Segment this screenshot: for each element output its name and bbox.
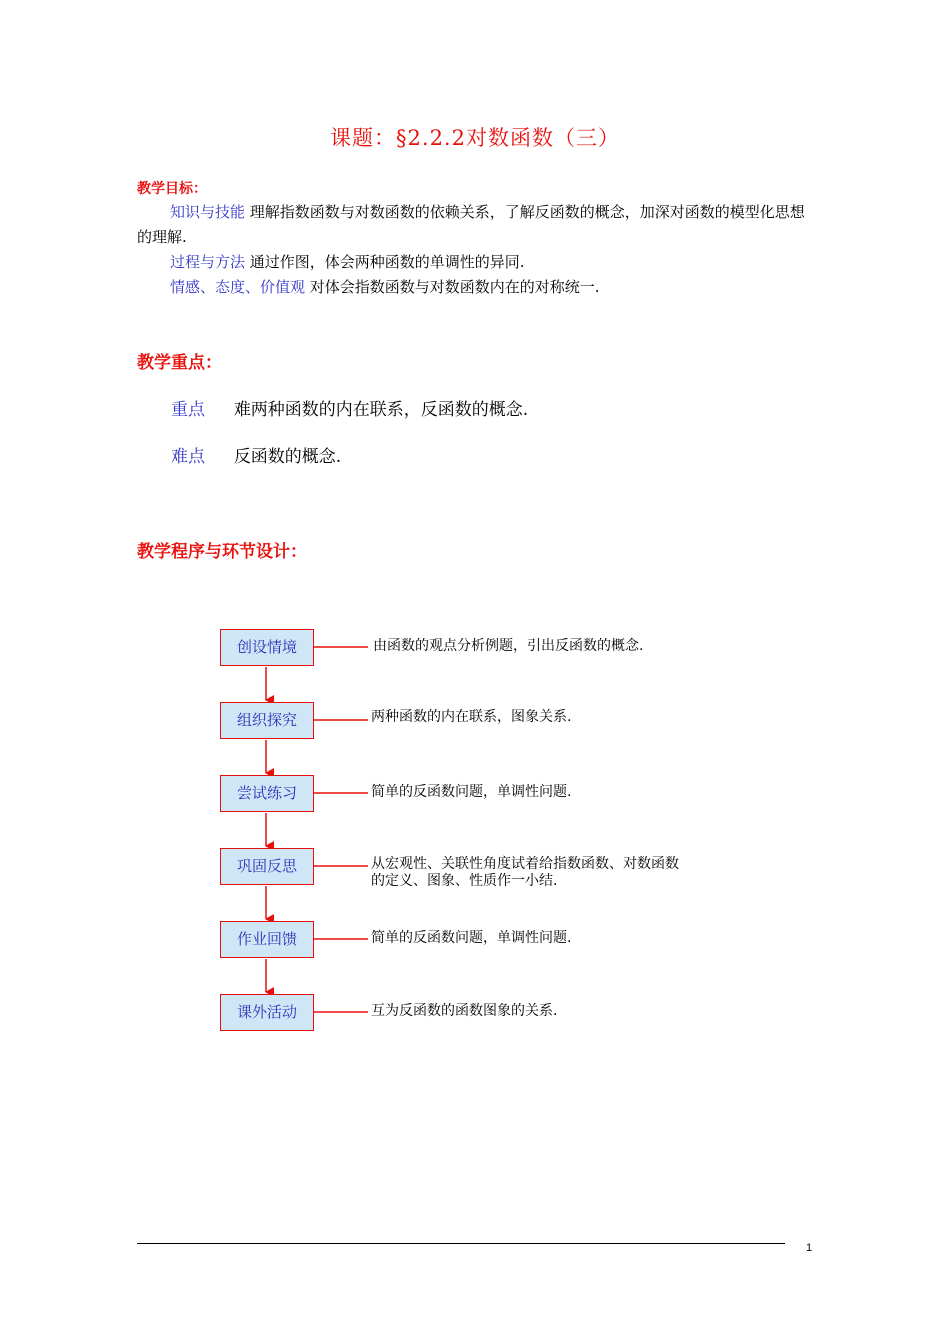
flow-step-1-desc: 由函数的观点分析例题，引出反函数的概念. [373, 638, 644, 654]
flow-step-3-desc: 简单的反函数问题，单调性问题. [371, 784, 572, 800]
key-point-label: 重点 [171, 400, 205, 420]
flow-step-6-box: 课外活动 [220, 994, 314, 1031]
objective-label: 情感、态度、价值观 [170, 278, 306, 296]
key-point-text: 难两种函数的内在联系，反函数的概念. [233, 400, 529, 420]
flow-step-5-box: 作业回馈 [220, 921, 314, 958]
flow-step-2-box: 组织探究 [220, 702, 314, 739]
objective-text: 通过作图，体会两种函数的单调性的异同. [249, 253, 525, 271]
flow-step-4-box: 巩固反思 [220, 848, 314, 885]
key-point-text: 反函数的概念. [233, 447, 342, 467]
flow-step-6-desc: 互为反函数的函数图象的关系. [371, 1003, 558, 1019]
page-number: 1 [806, 1242, 813, 1254]
objective-text: 理解指数函数与对数函数的依赖关系，了解反函数的概念，加深对函数的模型化思想的理解. [137, 203, 805, 246]
objective-label: 过程与方法 [170, 253, 246, 271]
flow-step-3-box: 尝试练习 [220, 775, 314, 812]
footer-divider [137, 1243, 785, 1244]
key-point-label: 难点 [171, 447, 205, 467]
objective-text: 对体会指数函数与对数函数内在的对称统一. [309, 278, 600, 296]
procedure-heading: 教学程序与环节设计： [137, 542, 307, 562]
flow-step-2-desc: 两种函数的内在联系，图象关系. [371, 709, 572, 725]
flow-step-1-box: 创设情境 [220, 629, 314, 666]
flow-step-4-desc: 从宏观性、关联性角度试着给指数函数、对数函数的定义、图象、性质作一小结. [371, 856, 679, 889]
flow-step-5-desc: 简单的反函数问题，单调性问题. [371, 930, 572, 946]
objective-label: 知识与技能 [170, 203, 246, 221]
key-points-heading: 教学重点： [137, 353, 222, 373]
page-title: 课题：§2.2.2对数函数（三） [330, 126, 620, 150]
objectives-heading: 教学目标： [137, 181, 207, 197]
